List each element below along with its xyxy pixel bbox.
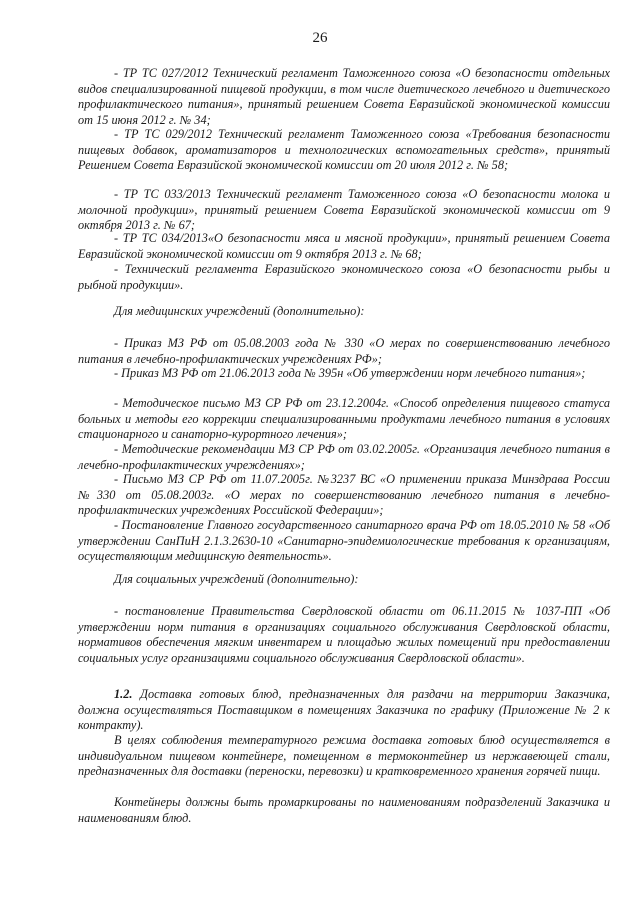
- medical-item-4: - Методические рекомендации МЗ СР РФ от 03.02.2005г. «Организация лечебного питания в лечебно-профилактических учреждениях»;: [78, 442, 610, 472]
- medical-item-5: - Письмо МЗ СР РФ от 11.07.2005г. №3237 ВС «О применении приказа Минздрава России №330 от 05.08.2003г. «О мерах по совершенствованию лечебного питания в лечебно-профилактических учреждениях Российской Федерации»;: [78, 472, 610, 518]
- clause-1-2: [78, 687, 610, 734]
- medical-item-1: - Приказ МЗ РФ от 05.08.2003 года № 330 «О мерах по совершенствованию лечебного питания в лечебно-профилактических учреждениях РФ»;: [78, 336, 610, 366]
- social-item-1: - постановление Правительства Свердловской области от 06.11.2015 № 1037-ПП «Об утверждении норм питания в организациях социального обслуживания Свердловской области, нормативов обеспечения мягким инвентарем и площадью жилых помещений при предоставлении социальных услуг организациями социального обслуживания Свердловской области».: [78, 604, 610, 665]
- clause-text: Доставка готовых блюд, предназначенных для раздачи на территории Заказчика, должна осуществляться Поставщиком в помещениях Заказчика по графику (Приложение № 2 к контракту).: [78, 687, 610, 733]
- medical-item-3: - Методическое письмо МЗ СР РФ от 23.12.2004г. «Способ определения пищевого статуса больных и методы его коррекции специализированными продуктами лечебного питания в условиях стационарного и санаторно-курортного лечения»;: [78, 396, 610, 442]
- clause-number: 1.2.: [114, 687, 133, 701]
- clause-paragraph-2: В целях соблюдения температурного режима доставка готовых блюд осуществляется в индивидуальном пищевом контейнере, помещенном в термоконтейнер из нержавеющей стали, предназначенных для доставки (переноски, перевозки) и кратковременного хранения горячей пищи.: [78, 733, 610, 779]
- social-heading: Для социальных учреждений (дополнительно):: [114, 572, 359, 586]
- tr-item-4: - ТР ТС 034/2013«О безопасности мяса и мясной продукции», принятый решением Совета Евразийской экономической комиссии от 9 октября 2013 г. № 68;: [78, 231, 610, 261]
- page-number: 26: [312, 30, 328, 46]
- medical-item-2: - Приказ МЗ РФ от 21.06.2013 года № 395н «Об утверждении норм лечебного питания»;: [114, 366, 586, 380]
- tr-item-2: - ТР ТС 029/2012 Технический регламент Таможенного союза «Требования безопасности пищевых добавок, ароматизаторов и технологических вспомогательных средств», принятый Решением Совета Евразийской экономической комиссии от 20 июля 2012 г. № 58;: [78, 127, 610, 173]
- medical-heading: Для медицинских учреждений (дополнительно):: [114, 304, 365, 318]
- tr-item-5: - Технический регламента Евразийского экономического союза «О безопасности рыбы и рыбной продукции».: [78, 262, 610, 292]
- tr-item-3: - ТР ТС 033/2013 Технический регламент Таможенного союза «О безопасности молока и молочной продукции», принятый решением Совета Евразийской экономической комиссии от 9 октября 2013 г. № 67;: [78, 187, 610, 233]
- clause-paragraph-3: Контейнеры должны быть промаркированы по наименованиям подразделений Заказчика и наименованиям блюд.: [78, 795, 610, 825]
- medical-item-6: - Постановление Главного государственного санитарного врача РФ от 18.05.2010 № 58 «Об утверждении СанПиН 2.1.3.2630-10 «Санитарно-эпидемиологические требования к организациям, осуществляющим медицинскую деятельность».: [78, 518, 610, 564]
- tr-item-1: - ТР ТС 027/2012 Технический регламент Таможенного союза «О безопасности отдельных видов специализированной пищевой продукции, в том числе диетического лечебного и диетического профилактического питания», принятый решением Совета Евразийской экономической комиссии от 15 июня 2012 г. № 34;: [78, 66, 610, 127]
